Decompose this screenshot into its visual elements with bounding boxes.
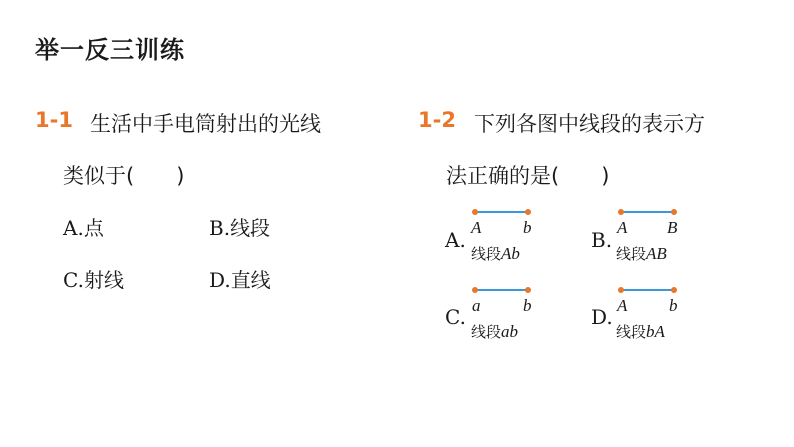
question-text-1-2-line1: 下列各图中线段的表示方 [474,112,705,136]
figure-d-right-label: b [669,296,678,315]
question-text-1-2-line2: 法正确的是( ) [446,164,610,188]
option-d[interactable] [209,264,271,293]
figure-d-left-label: A [617,296,628,315]
figure-a-right-label: b [523,218,532,237]
section-heading: 举一反三训练 [35,36,185,64]
question-number-1-2: 1-2 [418,108,456,132]
figure-b-segment [616,206,686,218]
option-c-text: 射线 [83,268,124,292]
option-d-text: 直线 [230,268,271,292]
endpoint-dot [472,287,478,293]
caption-name: ab [501,322,519,341]
caption-name: Ab [501,244,520,263]
figure-a-caption [471,243,520,264]
option-a-letter: A. [63,216,84,240]
endpoint-dot [671,209,677,215]
figure-a-letter[interactable]: A. [445,228,466,252]
endpoint-dot [671,287,677,293]
option-d-letter: D. [209,268,231,292]
option-a-text: 点 [83,216,104,240]
figure-c-right-label: b [523,296,532,315]
figure-d-segment [616,284,686,296]
figure-c-letter[interactable]: C. [445,305,466,329]
endpoint-dot [525,287,531,293]
caption-prefix: 线段 [471,245,502,263]
caption-prefix: 线段 [616,245,647,263]
figure-b-caption [616,243,667,264]
caption-prefix: 线段 [616,323,647,341]
option-a[interactable] [63,212,104,241]
endpoint-dot [472,209,478,215]
figure-c-segment [470,284,540,296]
endpoint-dot [618,209,624,215]
option-b[interactable] [209,212,270,241]
figure-d-caption [616,321,665,342]
option-b-letter: B. [209,216,231,240]
caption-prefix: 线段 [471,323,502,341]
endpoint-dot [618,287,624,293]
caption-name: AB [646,244,667,263]
figure-b-left-label: A [617,218,628,237]
caption-name: bA [646,322,665,341]
option-b-text: 线段 [230,216,271,240]
figure-c-caption [471,321,518,342]
endpoint-dot [525,209,531,215]
figure-a-left-label: A [471,218,482,237]
figure-d-letter[interactable]: D. [591,305,613,329]
question-text-1-1-line1: 生活中手电筒射出的光线 [90,112,321,136]
figure-b-right-label: B [667,218,678,237]
figure-c-left-label: a [472,296,481,315]
figure-a-segment [470,206,540,218]
figure-b-letter[interactable]: B. [591,228,613,252]
question-number-1-1: 1-1 [35,108,73,132]
option-c[interactable] [63,264,124,293]
option-c-letter: C. [63,268,84,292]
question-text-1-1-line2: 类似于( ) [63,164,185,188]
